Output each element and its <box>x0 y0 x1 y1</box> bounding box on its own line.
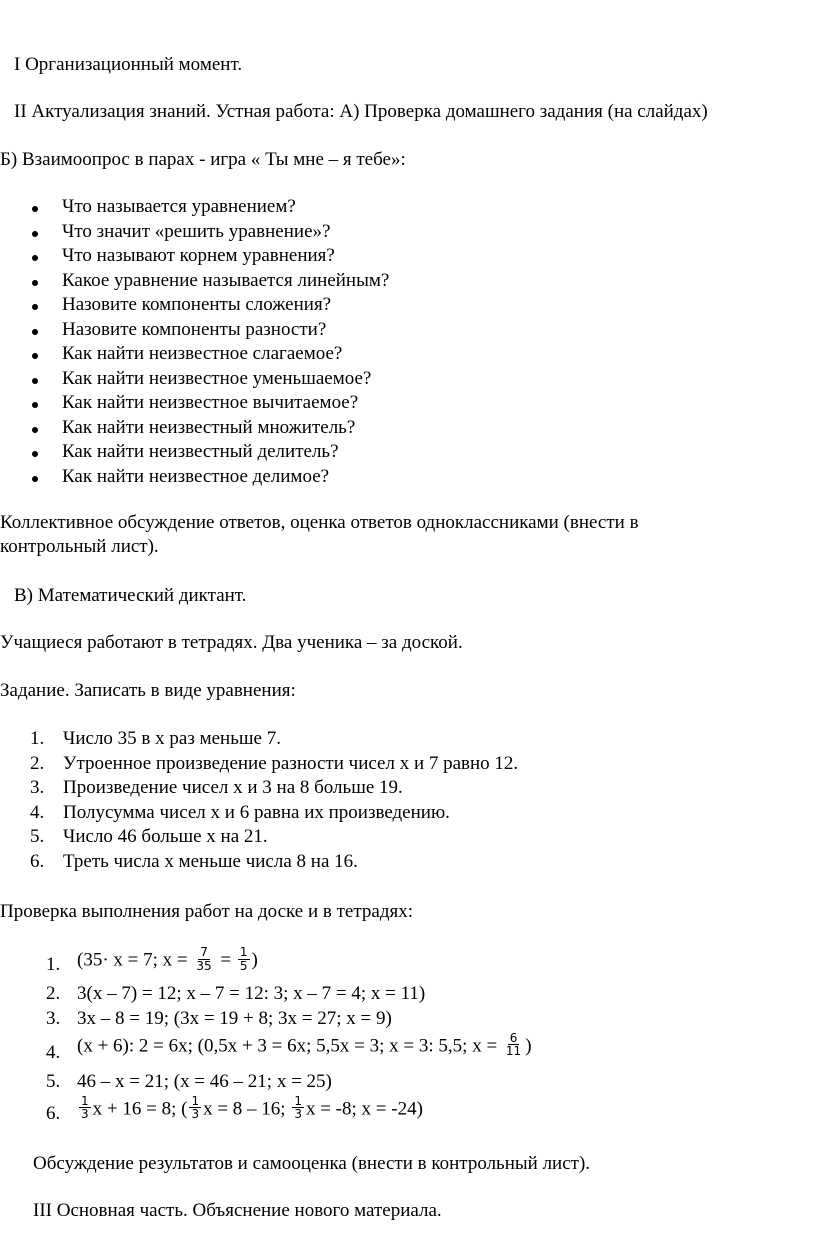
list-item: Как найти неизвестный делитель? <box>24 441 389 466</box>
list-item: Какое уравнение называется линейным? <box>24 270 389 295</box>
list-item: Назовите компоненты сложения? <box>24 294 389 319</box>
task-text: Число 35 в х раз меньше 7. <box>63 728 281 749</box>
list-number: 5. <box>46 1070 61 1092</box>
list-item: Назовите компоненты разности? <box>24 319 389 344</box>
answer-text: (х + 6): 2 = 6х; (0,5х + 3 = 6х; 5,5х = 3; х = 3: 5,5; х = <box>77 1034 502 1056</box>
fraction-denominator: 35 <box>196 958 212 973</box>
stage-1-heading: I Организационный момент. <box>14 54 243 75</box>
answer-text: 3х – 8 = 19; (3х = 19 + 8; 3х = 27; х = 9) <box>77 1007 392 1029</box>
answer-text: 3(х – 7) = 12; х – 7 = 12: 3; х – 7 = 4; х = 11) <box>77 983 426 1004</box>
list-item: Как найти неизвестный множитель? <box>24 417 389 442</box>
list-item: Как найти неизвестное слагаемое? <box>24 343 389 368</box>
fraction <box>189 1095 201 1121</box>
dictation-tasks-list <box>30 728 518 875</box>
fraction-numerator: 1 <box>191 1093 200 1108</box>
questions-list <box>24 196 389 490</box>
fraction-numerator: 1 <box>294 1093 302 1108</box>
answer-text: (35· х = 7; х = <box>77 949 193 971</box>
list-item <box>30 728 518 753</box>
fraction-denominator: 3 <box>191 1107 200 1122</box>
answer-expression <box>77 945 258 974</box>
answer-text: х = -8; х = -24) <box>305 1097 423 1119</box>
results-discussion: Обсуждение результатов и самооценка (внести в контрольный лист). <box>33 1153 591 1174</box>
answer-text: ) <box>525 1034 532 1056</box>
part-b-heading: Б) Взаимоопрос в парах - игра « Ты мне – я тебе»: <box>0 149 406 170</box>
fraction <box>238 946 250 972</box>
list-item: Что называют корнем уравнения? <box>24 245 389 270</box>
fraction-numerator: 1 <box>81 1093 89 1108</box>
fraction <box>504 1032 523 1058</box>
task-heading: Задание. Записать в виде уравнения: <box>0 680 296 701</box>
list-item <box>30 851 518 876</box>
fraction-numerator: 6 <box>509 1030 518 1045</box>
task-text: Число 46 больше х на 21. <box>63 826 268 847</box>
fraction-denominator: 3 <box>294 1107 302 1122</box>
list-number: 3. <box>46 1007 61 1029</box>
fraction-denominator: 3 <box>81 1107 89 1122</box>
fraction <box>292 1095 304 1121</box>
list-item: Как найти неизвестное уменьшаемое? <box>24 368 389 393</box>
fraction-numerator: 1 <box>239 945 248 959</box>
list-item <box>30 826 518 851</box>
list-number: 6. <box>46 1102 61 1124</box>
discussion-line-2: контрольный лист). <box>0 536 159 557</box>
fraction-denominator: 5 <box>239 958 248 973</box>
list-number: 4. <box>46 1041 61 1063</box>
list-number: 3. <box>30 777 45 798</box>
list-item: Как найти неизвестное вычитаемое? <box>24 392 389 417</box>
list-item <box>30 802 518 827</box>
check-heading: Проверка выполнения работ на доске и в тетрадях: <box>0 901 413 922</box>
answer-text: 46 – х = 21; (х = 46 – 21; х = 25) <box>77 1070 332 1092</box>
answer-text: х = 8 – 16; <box>203 1097 291 1119</box>
discussion-line-1: Коллективное обсуждение ответов, оценка ответов одноклассниками (внести в <box>0 512 639 533</box>
task-text: Произведение чисел х и 3 на 8 больше 19. <box>63 777 403 798</box>
part-v-heading: В) Математический диктант. <box>14 585 247 606</box>
stage-2-heading: II Актуализация знаний. Устная работа: А) Проверка домашнего задания (на слайдах) <box>14 101 708 122</box>
fraction <box>79 1095 91 1121</box>
list-number: 2. <box>46 983 61 1004</box>
list-item <box>30 777 518 802</box>
stage-3-heading: III Основная часть. Объяснение нового материала. <box>33 1200 442 1221</box>
list-item: Как найти неизвестное делимое? <box>24 466 389 491</box>
students-note: Учащиеся работают в тетрадях. Два ученика – за доской. <box>0 632 463 653</box>
task-text: Полусумма чисел х и 6 равна их произведению. <box>63 801 450 823</box>
list-number: 5. <box>30 826 45 847</box>
fraction <box>194 946 213 972</box>
list-number: 2. <box>30 752 45 774</box>
list-number: 4. <box>30 801 45 823</box>
answer-text: = <box>215 949 236 971</box>
list-item: Что называется уравнением? <box>24 196 389 221</box>
list-item: Что значит «решить уравнение»? <box>24 221 389 246</box>
task-text: Треть числа х меньше числа 8 на 16. <box>63 850 358 872</box>
list-item <box>30 753 518 778</box>
answer-text: ) <box>251 949 258 971</box>
answer-expression <box>77 1030 532 1060</box>
list-number: 1. <box>46 954 61 975</box>
answer-text: х + 16 = 8; ( <box>92 1097 188 1119</box>
list-number: 6. <box>30 850 45 872</box>
fraction-numerator: 7 <box>200 945 208 959</box>
fraction-denominator: 11 <box>505 1044 522 1059</box>
list-number: 1. <box>30 728 45 749</box>
task-text: Утроенное произведение разности чисел х и 7 равно 12. <box>63 752 519 774</box>
answer-expression <box>77 1093 423 1123</box>
